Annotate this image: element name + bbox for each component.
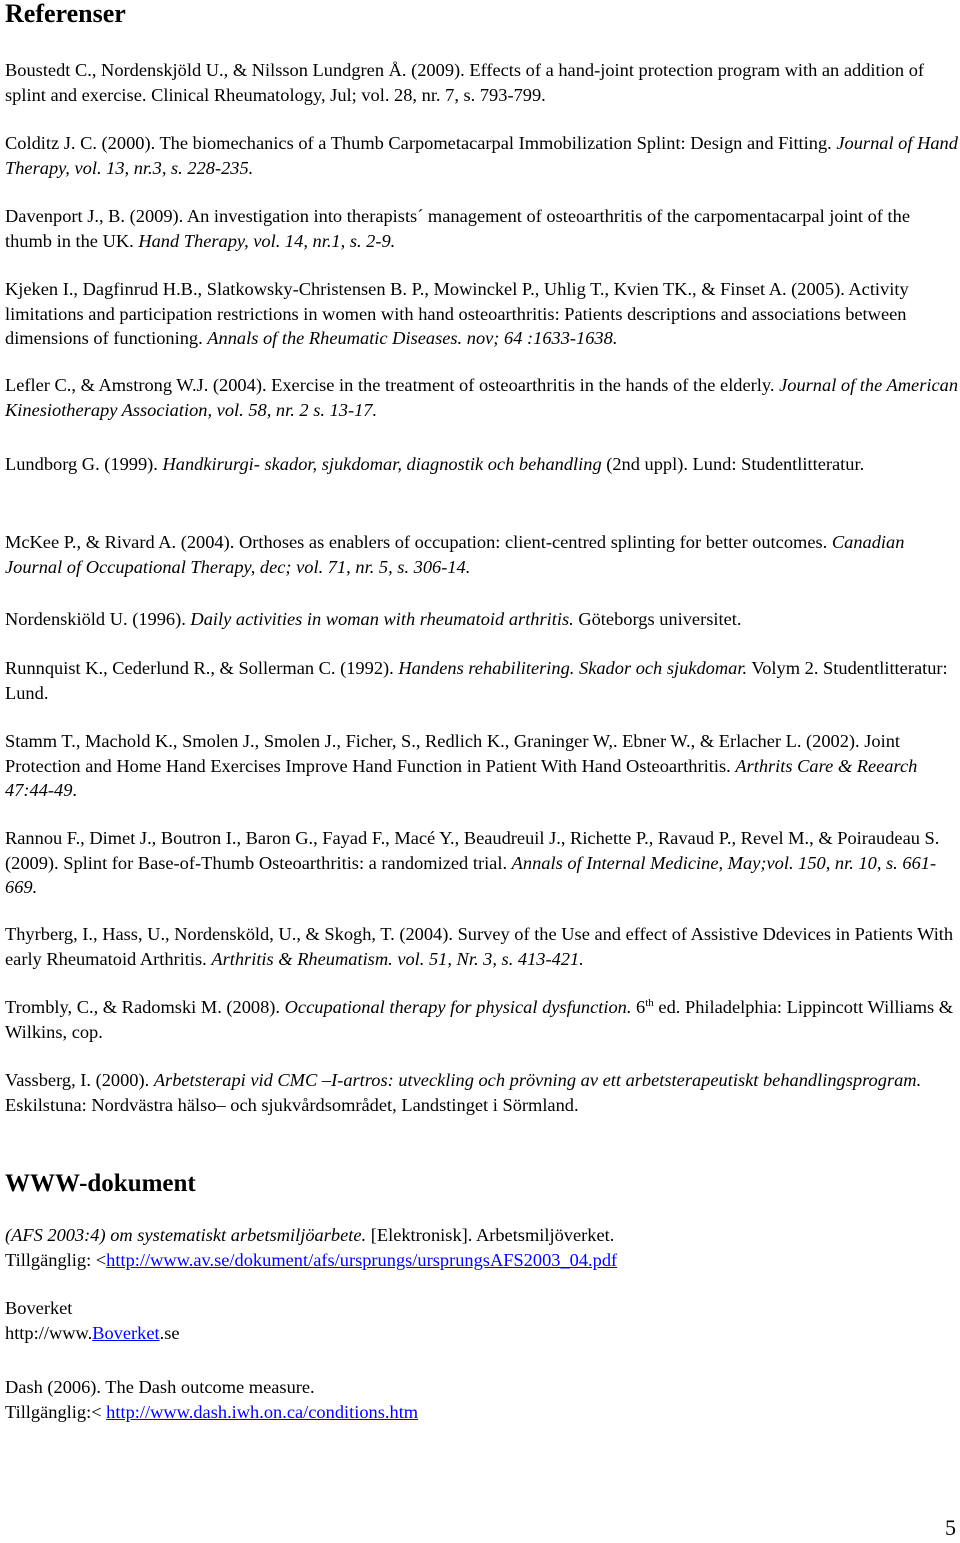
reference-nordenskiold: Nordenskiöld U. (1996). Daily activities in woman with rheumatoid arthritis. Göteborgs universitet. [5, 609, 742, 629]
web-documents-heading: WWW-dokument [5, 1170, 196, 1197]
reference-kjeken: Kjeken I., Dagfinrud H.B., Slatkowsky-Christensen B. P., Mowinckel P., Uhlig T., Kvien TK., & Finset A. (2005). Activity limitations and participation restrictions in women with hand osteoarthritis: Patients descriptions and associations between dimensions of functioning. Annals of the Rheumatic Diseases. nov; 64 :1633-1638. [5, 279, 909, 348]
web-document-afs: (AFS 2003:4) om systematiskt arbetsmiljöarbete. [Elektronisk]. Arbetsmiljöverket. Tillgänglig: <http://www.av.se/dokument/afs/ursprungs/ursprungsAFS2003_04.pdf [5, 1225, 618, 1270]
web-document-boverket: Boverket http://www.Boverket.se [5, 1298, 180, 1343]
web-document-dash: Dash (2006). The Dash outcome measure. Tillgänglig:< http://www.dash.iwh.on.ca/conditions.htm [5, 1377, 419, 1422]
reference-vassberg: Vassberg, I. (2000). Arbetsterapi vid CMC –I-artros: utveckling och prövning av ett arbetsterapeutiskt behandlingsprogram. Eskilstuna: Nordvästra hälso– och sjukvårdsområdet, Landstinget i Sörmland. [5, 1070, 922, 1115]
page-number: 5 [945, 1515, 956, 1540]
reference-runnquist: Runnquist K., Cederlund R., & Sollerman C. (1992). Handens rehabilitering. Skador och sjukdomar. Volym 2. Studentlitteratur: Lund. [5, 658, 948, 703]
reference-rannou: Rannou F., Dimet J., Boutron I., Baron G., Fayad F., Macé Y., Beaudreuil J., Richette P., Ravaud P., Revel M., & Poiraudeau S. (2009). Splint for Base-of-Thumb Osteoarthritis: a randomized trial. Annals of Internal Medicine, May;vol. 150, nr. 10, s. 661-669. [5, 828, 940, 897]
reference-stamm: Stamm T., Machold K., Smolen J., Smolen J., Ficher, S., Redlich K., Graninger W,. Ebner W., & Erlacher L. (2002). Joint Protection and Home Hand Exercises Improve Hand Function in Patient With Hand Osteoarthritis. Arthrits Care & Reearch 47:44-49. [5, 731, 918, 800]
reference-mckee: McKee P., & Rivard A. (2004). Orthoses as enablers of occupation: client-centred splinting for better outcomes. Canadian Journal of Occupational Therapy, dec; vol. 71, nr. 5, s. 306-14. [5, 532, 905, 577]
reference-trombly: Trombly, C., & Radomski M. (2008). Occupational therapy for physical dysfunction. 6th ed. Philadelphia: Lippincott Williams & Wilkins, cop. [5, 996, 954, 1042]
reference-thyrberg: Thyrberg, I., Hass, U., Nordensköld, U., & Skogh, T. (2004). Survey of the Use and effect of Assistive Ddevices in Patients With early Rheumatoid Arthritis. Arthritis & Rheumatism. vol. 51, Nr. 3, s. 413-421. [5, 924, 954, 969]
reference-lefler: Lefler C., & Amstrong W.J. (2004). Exercise in the treatment of osteoarthritis in the hands of the elderly. Journal of the American Kinesiotherapy Association, vol. 58, nr. 2 s. 13-17. [5, 375, 959, 420]
reference-boustedt: Boustedt C., Nordenskjöld U., & Nilsson Lundgren Å. (2009). Effects of a hand-joint protection program with an addition of splint and exercise. Clinical Rheumatology, Jul; vol. 28, nr. 7, s. 793-799. [5, 60, 925, 105]
afs-link[interactable]: http://www.av.se/dokument/afs/ursprungs/ursprungsAFS2003_04.pdf [106, 1249, 618, 1270]
references-heading: Referenser [5, 0, 126, 28]
reference-davenport: Davenport J., B. (2009). An investigation into therapists´ management of osteoarthritis of the carpomentacarpal joint of the thumb in the UK. Hand Therapy, vol. 14, nr.1, s. 2-9. [5, 206, 910, 251]
dash-link[interactable]: http://www.dash.iwh.on.ca/conditions.htm [106, 1401, 419, 1422]
boverket-link[interactable]: Boverket [92, 1322, 160, 1343]
reference-colditz: Colditz J. C. (2000). The biomechanics of a Thumb Carpometacarpal Immobilization Splint: Design and Fitting. Journal of Hand Therapy, vol. 13, nr.3, s. 228-235. [5, 133, 958, 178]
reference-lundborg: Lundborg G. (1999). Handkirurgi- skador, sjukdomar, diagnostik och behandling (2nd uppl). Lund: Studentlitteratur. [5, 454, 865, 474]
